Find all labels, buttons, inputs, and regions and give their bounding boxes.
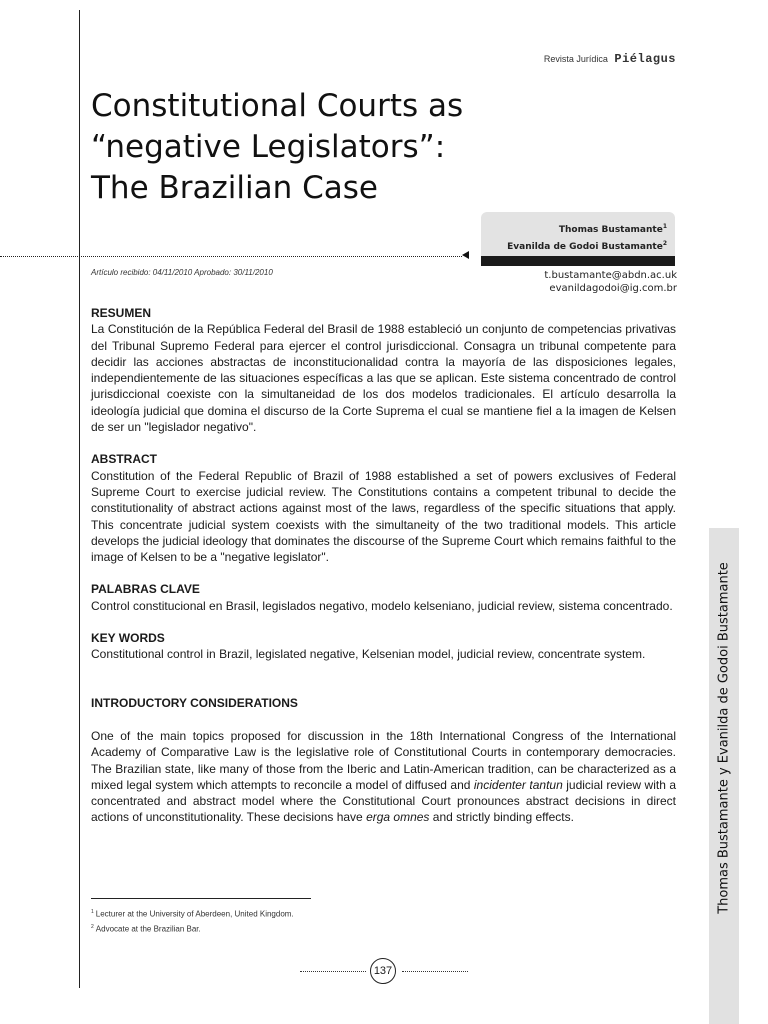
title-line-1: Constitutional Courts as xyxy=(91,88,464,124)
footnotes xyxy=(91,906,294,935)
intro-text: One of the main topics proposed for discussion in the 18th International Congress of the International Academy of Comparative Law is the legislative role of Constitutional Courts in contemporary democracies. The Brazilian state, like many of those from the Iberic and Latin-American tradition, can be characterized as a mixed legal system which attempts to reconcile a model of diffused and incidenter tantun judicial review with a concentrated and abstract model where the Constitutional Court pronounces abstract decisions in direct actions of unconstitutionality. These decisions have erga omnes and strictly binding effects. xyxy=(91,728,677,825)
section-key-words xyxy=(91,630,676,663)
author-1-note: 1 xyxy=(662,223,667,230)
resumen-text: La Constitución de la República Federal del Brasil de 1988 estableció un conjunto de competencias privativas del Tribunal Supremo Federal para ejercer el control jurisdiccional. Consagra un tribunal competente para decidir las acciones abstractas de inconstitucionalidad contra la mayoría de las disposiciones legales, independientemente de las situaciones específicas a las que se aplican. Este sistema concentrado de control jurisdiccional coexiste con la simultaneidad de los dos modelos tradicionales. El artículo desarrolla la ideología judicial que domina el discurso de la Corte Suprema el cual se mantiene fiel a la imagen de Kelsen de ser un "legislador negativo". xyxy=(91,322,676,435)
side-author-label: Thomas Bustamante y Evanilda de Godoi Bustamante xyxy=(716,562,732,914)
palabras-heading: PALABRAS CLAVE xyxy=(91,582,200,597)
page-dots-left xyxy=(300,971,366,972)
keywords-heading: KEY WORDS xyxy=(91,631,165,646)
section-introduction xyxy=(91,695,676,826)
abstract-heading: ABSTRACT xyxy=(91,452,157,467)
margin-rule xyxy=(79,10,80,988)
keywords-text: Constitutional control in Brazil, legislated negative, Kelsenian model, judicial review, concentrate system. xyxy=(91,647,646,662)
author-bar xyxy=(481,256,675,266)
section-palabras-clave xyxy=(91,581,676,614)
journal-header xyxy=(544,52,676,66)
email-1: t.bustamante@abdn.ac.uk xyxy=(544,270,677,281)
arrow-left-icon xyxy=(462,251,469,259)
page-number-area xyxy=(300,958,468,984)
footnote-2: $^2$ Advocate at the Brazilian Bar. xyxy=(91,923,201,934)
footnote-rule xyxy=(91,898,311,899)
page-dots-right xyxy=(402,971,468,972)
resumen-heading: RESUMEN xyxy=(91,306,152,320)
title-line-3: The Brazilian Case xyxy=(91,170,378,206)
journal-name: Piélagus xyxy=(614,52,676,66)
author-box xyxy=(481,212,675,256)
author-emails xyxy=(544,269,677,295)
footnote-1: $^1$ Lecturer at the University of Aberdeen, United Kingdom. xyxy=(91,909,294,919)
abstract-text: Constitution of the Federal Republic of Brazil of 1988 established a set of powers exclusives of Federal Supreme Court to exercise judicial review. The Constitutions contains a competent tribunal to decide the constitutionality of abstract actions against most of the laws, regardless of the specific situations that apply. This concentrate judicial system coexists with the simultaneity of the two traditional models. This article develops the judicial ideology that dominates the discourse of the Supreme Court which remains faithful to the image of Kelsen to be a "negative legislator". xyxy=(91,468,676,565)
dotted-divider xyxy=(0,256,462,257)
section-abstract xyxy=(91,451,676,565)
intro-italic-1: incidenter tantun xyxy=(473,777,563,792)
article-body xyxy=(91,305,676,842)
author-1: Thomas Bustamante$^1$ xyxy=(558,223,667,235)
received-dates: Artículo recibido: 04/11/2010 Aprobado: 30/11/2010 xyxy=(91,268,273,277)
email-2: evanildagodoi@ig.com.br xyxy=(549,283,677,294)
author-2: Evanilda de Godoi Bustamante$^2$ xyxy=(507,240,667,252)
journal-prefix: Revista Jurídica xyxy=(543,54,608,64)
page-number: 137 xyxy=(370,958,396,984)
intro-heading: INTRODUCTORY CONSIDERATIONS xyxy=(91,695,298,710)
article-title xyxy=(91,86,463,209)
intro-italic-2: erga omnes xyxy=(366,810,430,825)
section-resumen xyxy=(91,305,676,435)
author-2-note: 2 xyxy=(662,240,667,247)
palabras-text: Control constitucional en Brasil, legislados negativo, modelo kelseniano, judicial review, sistema concentrado. xyxy=(91,598,673,613)
title-line-2: “negative Legislators”: xyxy=(91,129,446,165)
